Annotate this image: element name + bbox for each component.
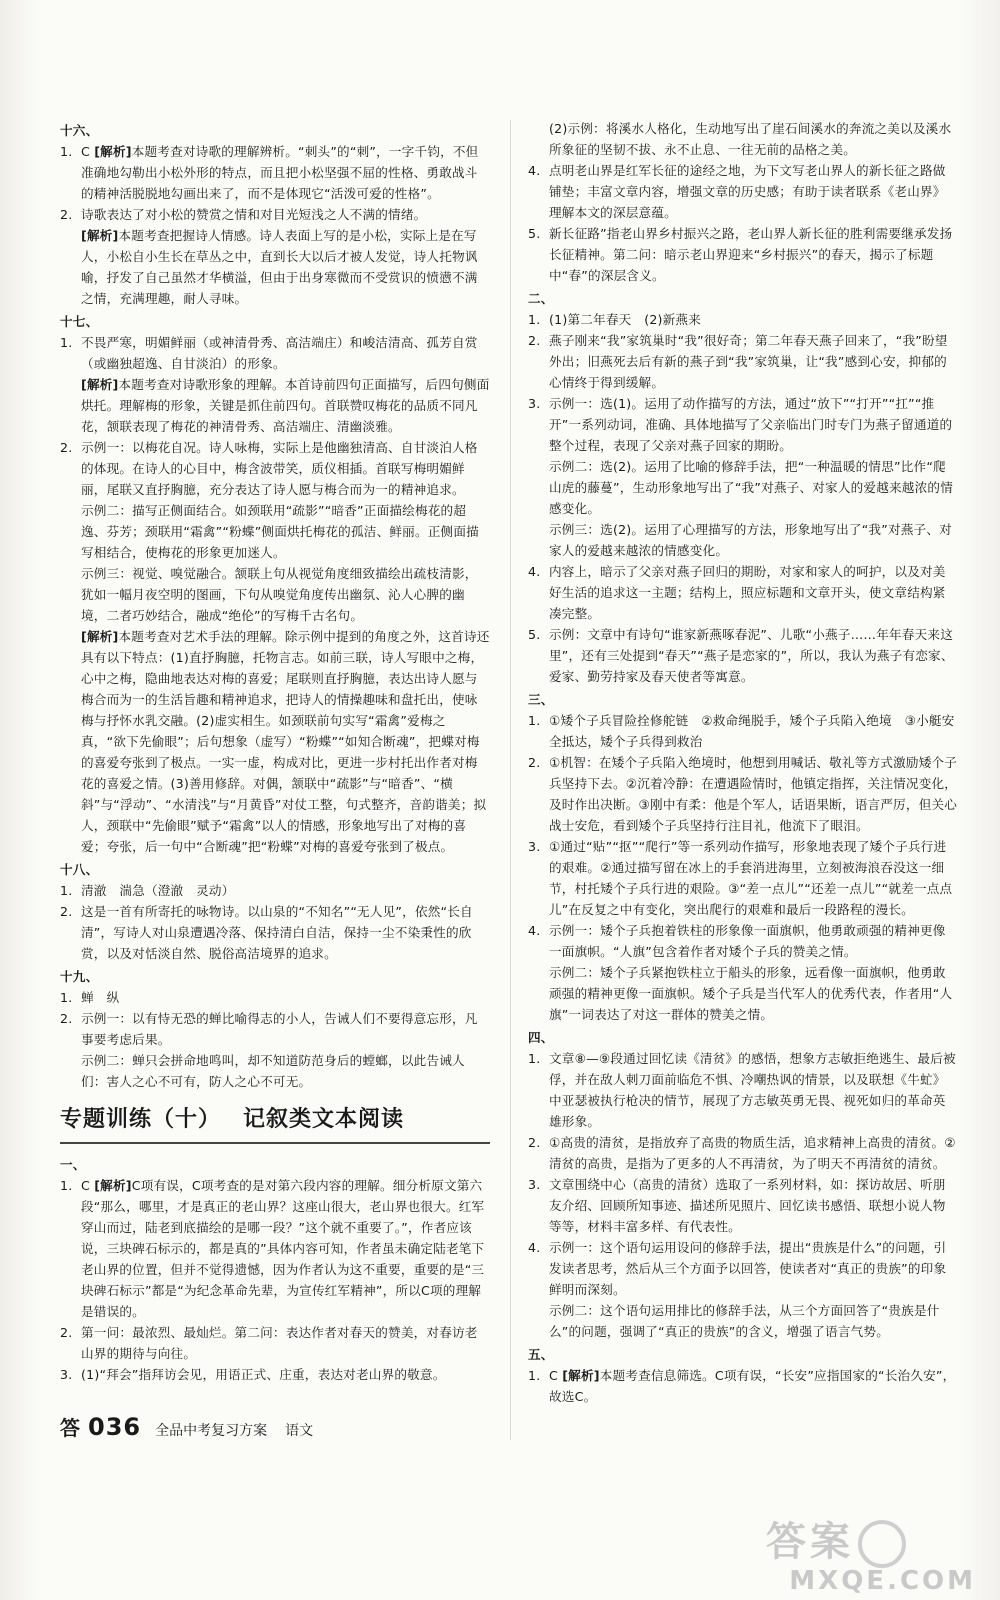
- answer-text: 燕子刚来“我”家筑巢时“我”很好奇；第二年春天燕子回来了，“我”盼望外出；旧燕死去后有新的燕子到“我”家筑巢，让“我”感到心安，抑郁的心情终于得到缓解。: [549, 333, 948, 390]
- answer-text: 第一问：最浓烈、最灿烂。第二问：表达作者对春天的赞美，对春访老山界的期待与向往。: [81, 1325, 478, 1361]
- example-paragraph: 示例二：描写正侧面结合。如颈联用“疏影”“暗香”正面描绘梅花的超逸、芬芳；颈联用“霜禽”“粉蝶”侧面烘托梅花的孤洁、鲜丽。正侧面描写相结合，使梅花的形象更加迷人。: [81, 503, 479, 560]
- item-number: 3.: [528, 839, 541, 854]
- answer-item: [528, 330, 958, 393]
- answer-text: 示例一：以梅花自况。诗人咏梅，实际上是他幽独清高、自甘淡泊人格的体现。在诗人的心目中，梅含波带笑，质仪相插。首联写梅明媚鲜丽，尾联又直抒胸臆，充分表达了诗人愿与梅合而为一的精神追求。: [81, 440, 478, 497]
- item-number: 2.: [528, 333, 541, 348]
- item-number: 1.: [60, 1178, 73, 1193]
- answer-item: [60, 204, 490, 225]
- book-title: 全品中考复习方案: [155, 1423, 268, 1439]
- answer-item: [528, 393, 958, 456]
- answer-text: 示例一：矮个子兵抱着铁柱的形象像一面旗帜，他勇敢顽强的精神更像一面旗帜。“人旗”包含着作者对矮个子兵的赞美之情。: [549, 923, 946, 959]
- answer-item: [528, 1132, 958, 1174]
- answer-item: [60, 141, 490, 204]
- answer-text: 新长征路”指老山界乡村振兴之路，老山界人新长征的胜利需要继承发扬长征精神。第二问：暗示老山界迎来“乡村振兴”的春天，揭示了标题中“春”的深层含义。: [549, 226, 953, 283]
- item-number: 5.: [528, 627, 541, 642]
- answer-choice: C: [81, 144, 95, 159]
- analysis-label: [解析]: [81, 228, 119, 243]
- item-number: 4.: [528, 564, 541, 579]
- answer-text: 蝉 纵: [81, 990, 120, 1005]
- continued-paragraph: (2)示例：将溪水人格化，生动地写出了崖石间溪水的奔流之美以及溪水所象征的坚韧不拔、永不止息、一往无前的品格之美。: [549, 121, 952, 157]
- item-number: 1.: [528, 1051, 541, 1066]
- answer-item: [528, 160, 958, 223]
- site-watermark: [766, 1519, 986, 1596]
- item-number: 2.: [60, 440, 73, 455]
- watermark-logo-text: 答案: [766, 1519, 854, 1565]
- answer-text: 本题考查信息筛选。C项有误，“长安”应指国家的“长治久安”，故选C。: [549, 1368, 956, 1404]
- item-number: 2.: [528, 755, 541, 770]
- item-number: 1.: [60, 990, 73, 1005]
- example-paragraph: 示例二：这个语句运用排比的修辞手法，从三个方面回答了“贵族是什么”的问题，强调了“真正的贵族”的含义，增强了语言气势。: [549, 1303, 940, 1339]
- column-divider: [510, 120, 511, 1440]
- item-number: 1.: [528, 1368, 541, 1383]
- answer-item: [528, 1174, 958, 1237]
- analysis-label: [解析]: [94, 1178, 132, 1193]
- answer-text: 内容上，暗示了父亲对燕子回归的期盼，对家和家人的呵护，以及对美好生活的追求这一主题；结构上，照应标题和文章开头，使文章结构紧凑完整。: [549, 564, 946, 621]
- item-number: 5.: [528, 226, 541, 241]
- section-heading: 四、: [528, 1030, 554, 1045]
- answer-text: (1)“拜会”指拜访会见，用语正式、庄重，表达对老山界的敬意。: [81, 1367, 446, 1382]
- answer-text: 诗歌表达了对小松的赞赏之情和对目光短浅之人不满的情绪。: [81, 207, 427, 222]
- answer-text: 这是一首有所寄托的咏物诗。以山泉的“不知名”“无人见”，依然“长自清”，写诗人对山泉遭遇冷落、保持清白自洁，保持一尘不染秉性的欣赏，以及对恬淡自然、脱俗高洁境界的追求。: [81, 904, 473, 961]
- answer-text: ①矮个子兵冒险拴修舵链 ②救命绳脱手，矮个子兵陷入绝境 ③小艇安全抵达，矮个子兵得到救治: [549, 713, 955, 749]
- answer-item: [60, 437, 490, 500]
- example-paragraph: 示例二：蝉只会拼命地鸣叫，却不知道防范身后的螳螂，以此告诫人们：害人之心不可有，防人之心不可无。: [81, 1053, 465, 1089]
- answer-text: 示例一：以有恃无恐的蝉比喻得志的小人，告诫人们不要得意忘形，凡事要考虑后果。: [81, 1011, 478, 1047]
- answer-item: [60, 880, 490, 901]
- answer-text: 示例一：这个语句运用设问的修辞手法，提出“贵族是什么”的问题，引发读者思考，然后从三个方面予以回答，使读者对“真正的贵族”的印象鲜明而深刻。: [549, 1240, 947, 1297]
- answer-mark: 答: [60, 1416, 80, 1440]
- answer-text: 本题考查把握诗人情感。诗人表面上写的是小松，实际上是在写人，小松自小生长在草丛之中，直到长大以后才被人发觉，诗人托物讽喻，抒发了自己虽然才华横溢，但由于出身寒微而不受赏识的愤懑不满之情，充满理趣，耐人寻味。: [81, 228, 478, 306]
- section-heading: 十八、: [60, 862, 99, 877]
- section-heading: 二、: [528, 291, 554, 306]
- answer-item: [60, 987, 490, 1008]
- answer-text: 本题考查对艺术手法的理解。除示例中提到的角度之外，这首诗还具有以下特点：(1)直抒胸臆，托物言志。如前三联，诗人写眼中之梅，心中之梅，隐曲地表达对梅的喜爱；尾联则直抒胸臆，表达出诗人愿与梅合而为一的生活旨趣和精神追求，把诗人的情操趣味和盘托出，使咏梅与抒怀水乳交融。(2)虚实相生。如颈联前句实写“霜禽”爱梅之真，“欲下先偷眼”；后句想象（虚写）“粉蝶”“如知合断魂”，把蝶对梅的喜爱夸张到了极点。一实一虚，构成对比，更进一步村托出作者对梅花的喜爱之情。(3)善用修辞。对偶，颔联中“疏影”与“暗香”、“横斜”与“浮动”、“水清浅”与“月黄昏”对仗工整，句式整齐，音韵谐美；拟人，颈联中“先偷眼”赋予“霜禽”以人的情感，形象地写出了对梅的喜爱；夸张，后一句中“合断魂”把“粉蝶”对梅的喜爱夸张到了极点。: [81, 629, 490, 854]
- answer-text: 示例：文章中有诗句“谁家新燕啄春泥”、儿歌“小燕子……年年春天来这里”，还有三处提到“春天”“燕子是恋家的”，所以，我认为燕子有恋家、爱家、勤劳持家及春天使者等寓意。: [549, 627, 954, 684]
- answer-item: [528, 223, 958, 286]
- answer-text: ①高贵的清贫，是指放弃了高贵的物质生活，追求精神上高贵的清贫。②清贫的高贵，是指为了更多的人不再清贫，为了明天不再清贫的清贫。: [549, 1135, 956, 1171]
- answer-text: 文章围绕中心（高贵的清贫）选取了一系列材料，如：探访故居、听朋友介绍、回顾所知事迹、描述所见照片、回忆读书感悟、联想小说人物等等，材料丰富多样、有代表性。: [549, 1177, 946, 1234]
- item-number: 1.: [60, 335, 73, 350]
- answer-item: [60, 901, 490, 964]
- answer-item: [60, 1322, 490, 1364]
- answer-item: [528, 752, 958, 836]
- example-paragraph: 示例二：选(2)。运用了比喻的修辞手法，把“一种温暖的情思”比作“爬山虎的藤蔓”，生动形象地写出了“我”对燕子、对家人的爱越来越浓的情感变化。: [549, 459, 953, 516]
- answer-choice: C: [81, 1178, 95, 1193]
- item-number: 3.: [528, 396, 541, 411]
- answer-text: 点明老山界是红军长征的途经之地，为下文写老山界人的新长征之路做铺垫；丰富文章内容，增强文章的历史感；有助于读者联系《老山界》理解本文的深层意蕴。: [549, 163, 946, 220]
- item-number: 2.: [528, 1135, 541, 1150]
- answer-text: (1)第二年春天 (2)新燕来: [549, 312, 702, 327]
- watermark-circle-icon: [858, 1520, 906, 1568]
- item-number: 2.: [60, 1325, 73, 1340]
- topic-title: [60, 1106, 490, 1144]
- answer-text: 文章⑧—⑨段通过回忆读《清贫》的感悟，想象方志敏拒绝逃生、最后被俘，并在敌人刺刀面前临危不惧、冷嘲热讽的情景，以及联想《牛虻》中亚瑟被执行枪决的情节，展现了方志敏英勇无畏、视死如归的革命英雄形象。: [549, 1051, 956, 1129]
- section-heading: 五、: [528, 1347, 554, 1362]
- section-heading: 十九、: [60, 969, 99, 984]
- answer-item: [528, 624, 958, 687]
- item-number: 1.: [528, 312, 541, 327]
- analysis-label: [解析]: [81, 629, 119, 644]
- subject-label: 语文: [285, 1423, 314, 1439]
- answer-text: 本题考查对诗歌的理解辨析。“刺头”的“刺”，一字千钧，不但准确地勾勒出小松外形的特点，而且把小松坚强不屈的性格、勇敢战斗的精神活脱脱地勾画出来了，而不是体现它“活泼可爱的性格”。: [81, 144, 479, 201]
- item-number: 1.: [528, 713, 541, 728]
- example-paragraph: 示例三：选(2)。运用了心理描写的方法，形象地写出了“我”对燕子、对家人的爱越来越浓的情感变化。: [549, 522, 952, 558]
- section-heading: 三、: [528, 692, 554, 707]
- left-column: [60, 118, 490, 1385]
- example-paragraph: 示例二：矮个子兵紧抱铁柱立于船头的形象，远看像一面旗帜，他勇敢顽强的精神更像一面旗帜。矮个子兵是当代军人的优秀代表，作者用“人旗”一词表达了对这一群体的赞美之情。: [549, 965, 953, 1022]
- answer-item: [60, 332, 490, 374]
- analysis-label: [解析]: [81, 377, 119, 392]
- analysis-label: [解析]: [562, 1368, 600, 1383]
- page-footer: [60, 1412, 313, 1442]
- answer-item: [528, 1365, 958, 1407]
- answer-item: [528, 836, 958, 920]
- analysis-paragraph: [60, 626, 490, 857]
- answer-text: 本题考查对诗歌形象的理解。本首诗前四句正面描写，后四句侧面烘托。理解梅的形象，关键是抓住前四句。首联赞叹梅花的品质不同凡花，颔联表现了梅花的神清骨秀、高洁端庄、清幽淡雅。: [81, 377, 490, 434]
- section-heading: 一、: [60, 1157, 86, 1172]
- answer-item: [528, 920, 958, 962]
- page-number: 036: [88, 1413, 142, 1441]
- analysis-paragraph: [60, 225, 490, 309]
- answer-text: ①通过“贴”“抠”“爬行”等一系列动作描写，形象地表现了矮个子兵行进的艰难。②通过描写留在冰上的手套消进海里，立刻被海浪吞没这一细节，村托矮个子兵行进的艰险。③“差一点儿”“还差一点儿”“就差一点点儿”在反复之中有变化，突出爬行的艰难和最后一段路程的漫长。: [549, 839, 953, 917]
- answer-item: [528, 561, 958, 624]
- analysis-paragraph: [60, 374, 490, 437]
- item-number: 4.: [528, 1240, 541, 1255]
- item-number: 1.: [60, 883, 73, 898]
- answer-item: [60, 1008, 490, 1050]
- item-number: 4.: [528, 163, 541, 178]
- item-number: 2.: [60, 904, 73, 919]
- section-heading: 十七、: [60, 314, 99, 329]
- item-number: 2.: [60, 207, 73, 222]
- answer-text: C项有误，C项考查的是对第六段内容的理解。细分析原文第六段“那么，哪里，才是真正的老山界？这座山很大，老山界也很大。红军穿山而过，陆老到底描绘的是哪一段？”这个就不重要了。”，作者应该说，三块碑石标示的，都是真的”具体内容可知，作者虽未确定陆老笔下老山界的位置，但并不觉得遗憾，因为作者认为这不重要，重要的是“三块碑石标示”都是“为纪念革命先辈，为宣传红军精神”，所以C项的理解是错误的。: [81, 1178, 485, 1319]
- answer-item: [528, 1048, 958, 1132]
- watermark-domain: MXQE.COM: [789, 1566, 976, 1596]
- answer-text: 清澈 湍急（澄澈 灵动）: [81, 883, 235, 898]
- section-heading: 十六、: [60, 123, 99, 138]
- item-number: 3.: [528, 1177, 541, 1192]
- answer-text: 示例一：选(1)。运用了动作描写的方法，通过“放下”“打开”“扛”“推开”一系列动词，准确、具体地描写了父亲临出门时专门为燕子留通道的整个过程，表现了父亲对燕子回家的期盼。: [549, 396, 953, 453]
- answer-choice: C: [549, 1368, 563, 1383]
- answer-item: [60, 1364, 490, 1385]
- item-number: 3.: [60, 1367, 73, 1382]
- answer-item: [528, 1237, 958, 1300]
- topic-title-number: 专题训练（十）: [60, 1107, 222, 1132]
- item-number: 4.: [528, 923, 541, 938]
- right-column: [528, 118, 958, 1407]
- answer-item: [528, 710, 958, 752]
- answer-text: ①机智：在矮个子兵陷入绝境时，他想到用喊话、敬礼等方式激励矮个子兵坚持下去。②沉着冷静：在遭遇险情时，他镇定指挥，关注情况变化，及时作出决断。③刚中有柔：他是个军人，话语果断，语言严厉，但关心战士安危，看到矮个子兵坚持行注目礼，他流下了眼泪。: [549, 755, 958, 833]
- item-number: 2.: [60, 1011, 73, 1026]
- example-paragraph: 示例三：视觉、嗅觉融合。颔联上句从视觉角度细致描绘出疏枝清影，犹如一幅月夜空明的图画，下句从嗅觉角度传出幽氛、沁人心脾的幽境，二者巧妙结合，融成“绝伦”的写梅千古名句。: [81, 566, 478, 623]
- answer-item: [528, 309, 958, 330]
- answer-item: [60, 1175, 490, 1322]
- analysis-label: [解析]: [94, 144, 132, 159]
- item-number: 1.: [60, 144, 73, 159]
- topic-title-text: 记叙类文本阅读: [243, 1107, 405, 1132]
- answer-text: 不畏严寒，明媚鲜丽（或神清骨秀、高洁端庄）和峻洁清高、孤芳自赏（或幽独超逸、自甘淡泊）的形象。: [81, 335, 478, 371]
